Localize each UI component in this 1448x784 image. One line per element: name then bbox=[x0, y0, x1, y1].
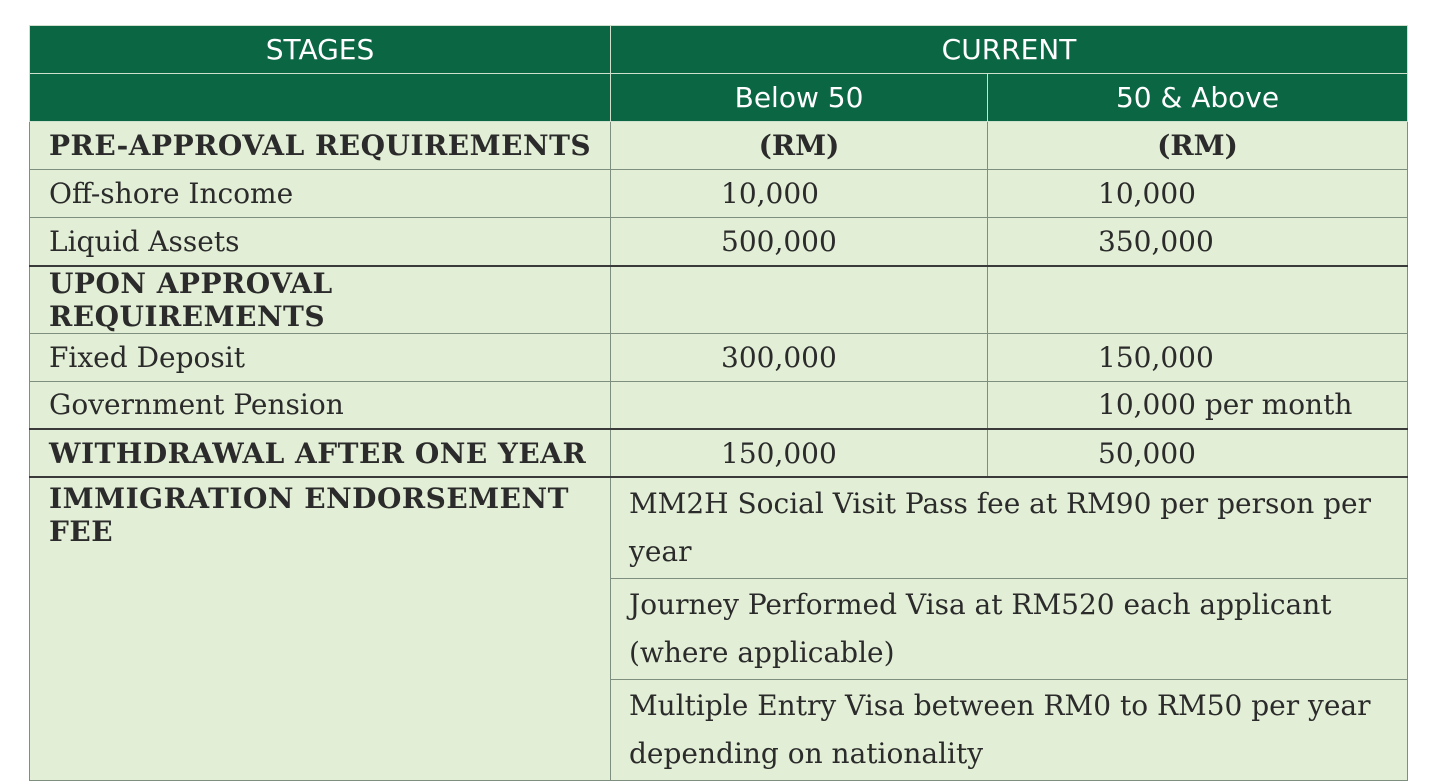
table-row bbox=[30, 122, 1408, 170]
header-stages: STAGES bbox=[30, 26, 611, 74]
row-label: Government Pension bbox=[30, 381, 611, 429]
fee-item: MM2H Social Visit Pass fee at RM90 per person per year bbox=[611, 477, 1408, 579]
table-row bbox=[30, 477, 1408, 579]
fee-item: Multiple Entry Visa between RM0 to RM50 per year depending on nationality bbox=[611, 680, 1408, 781]
value-below: 150,000 bbox=[611, 429, 988, 477]
row-label: Off-shore Income bbox=[30, 170, 611, 218]
value-below: 500,000 bbox=[611, 218, 988, 266]
value-above: 10,000 per month bbox=[988, 381, 1408, 429]
unit-above: (RM) bbox=[988, 122, 1408, 170]
table-row bbox=[30, 381, 1408, 429]
header-below-50: Below 50 bbox=[611, 74, 988, 122]
value-above: 150,000 bbox=[988, 333, 1408, 381]
empty-cell bbox=[988, 266, 1408, 334]
row-label: WITHDRAWAL AFTER ONE YEAR bbox=[30, 429, 611, 477]
table-row bbox=[30, 333, 1408, 381]
unit-below: (RM) bbox=[611, 122, 988, 170]
row-label: IMMIGRATION ENDORSEMENT FEE bbox=[30, 477, 611, 781]
empty-cell bbox=[611, 266, 988, 334]
value-below: 300,000 bbox=[611, 333, 988, 381]
value-below: 10,000 bbox=[611, 170, 988, 218]
table-row bbox=[30, 429, 1408, 477]
value-above: 10,000 bbox=[988, 170, 1408, 218]
header-50-above: 50 & Above bbox=[988, 74, 1408, 122]
value-above: 350,000 bbox=[988, 218, 1408, 266]
row-label: Liquid Assets bbox=[30, 218, 611, 266]
subheader-row bbox=[30, 74, 1408, 122]
value-above: 50,000 bbox=[988, 429, 1408, 477]
requirements-table bbox=[29, 25, 1408, 781]
table-row bbox=[30, 266, 1408, 334]
header-blank bbox=[30, 74, 611, 122]
table-row bbox=[30, 218, 1408, 266]
header-row bbox=[30, 26, 1408, 74]
value-below bbox=[611, 381, 988, 429]
row-label: PRE-APPROVAL REQUIREMENTS bbox=[30, 122, 611, 170]
row-label: UPON APPROVAL REQUIREMENTS bbox=[30, 266, 611, 334]
table-row bbox=[30, 170, 1408, 218]
fee-item: Journey Performed Visa at RM520 each applicant (where applicable) bbox=[611, 579, 1408, 680]
header-current: CURRENT bbox=[611, 26, 1408, 74]
row-label: Fixed Deposit bbox=[30, 333, 611, 381]
